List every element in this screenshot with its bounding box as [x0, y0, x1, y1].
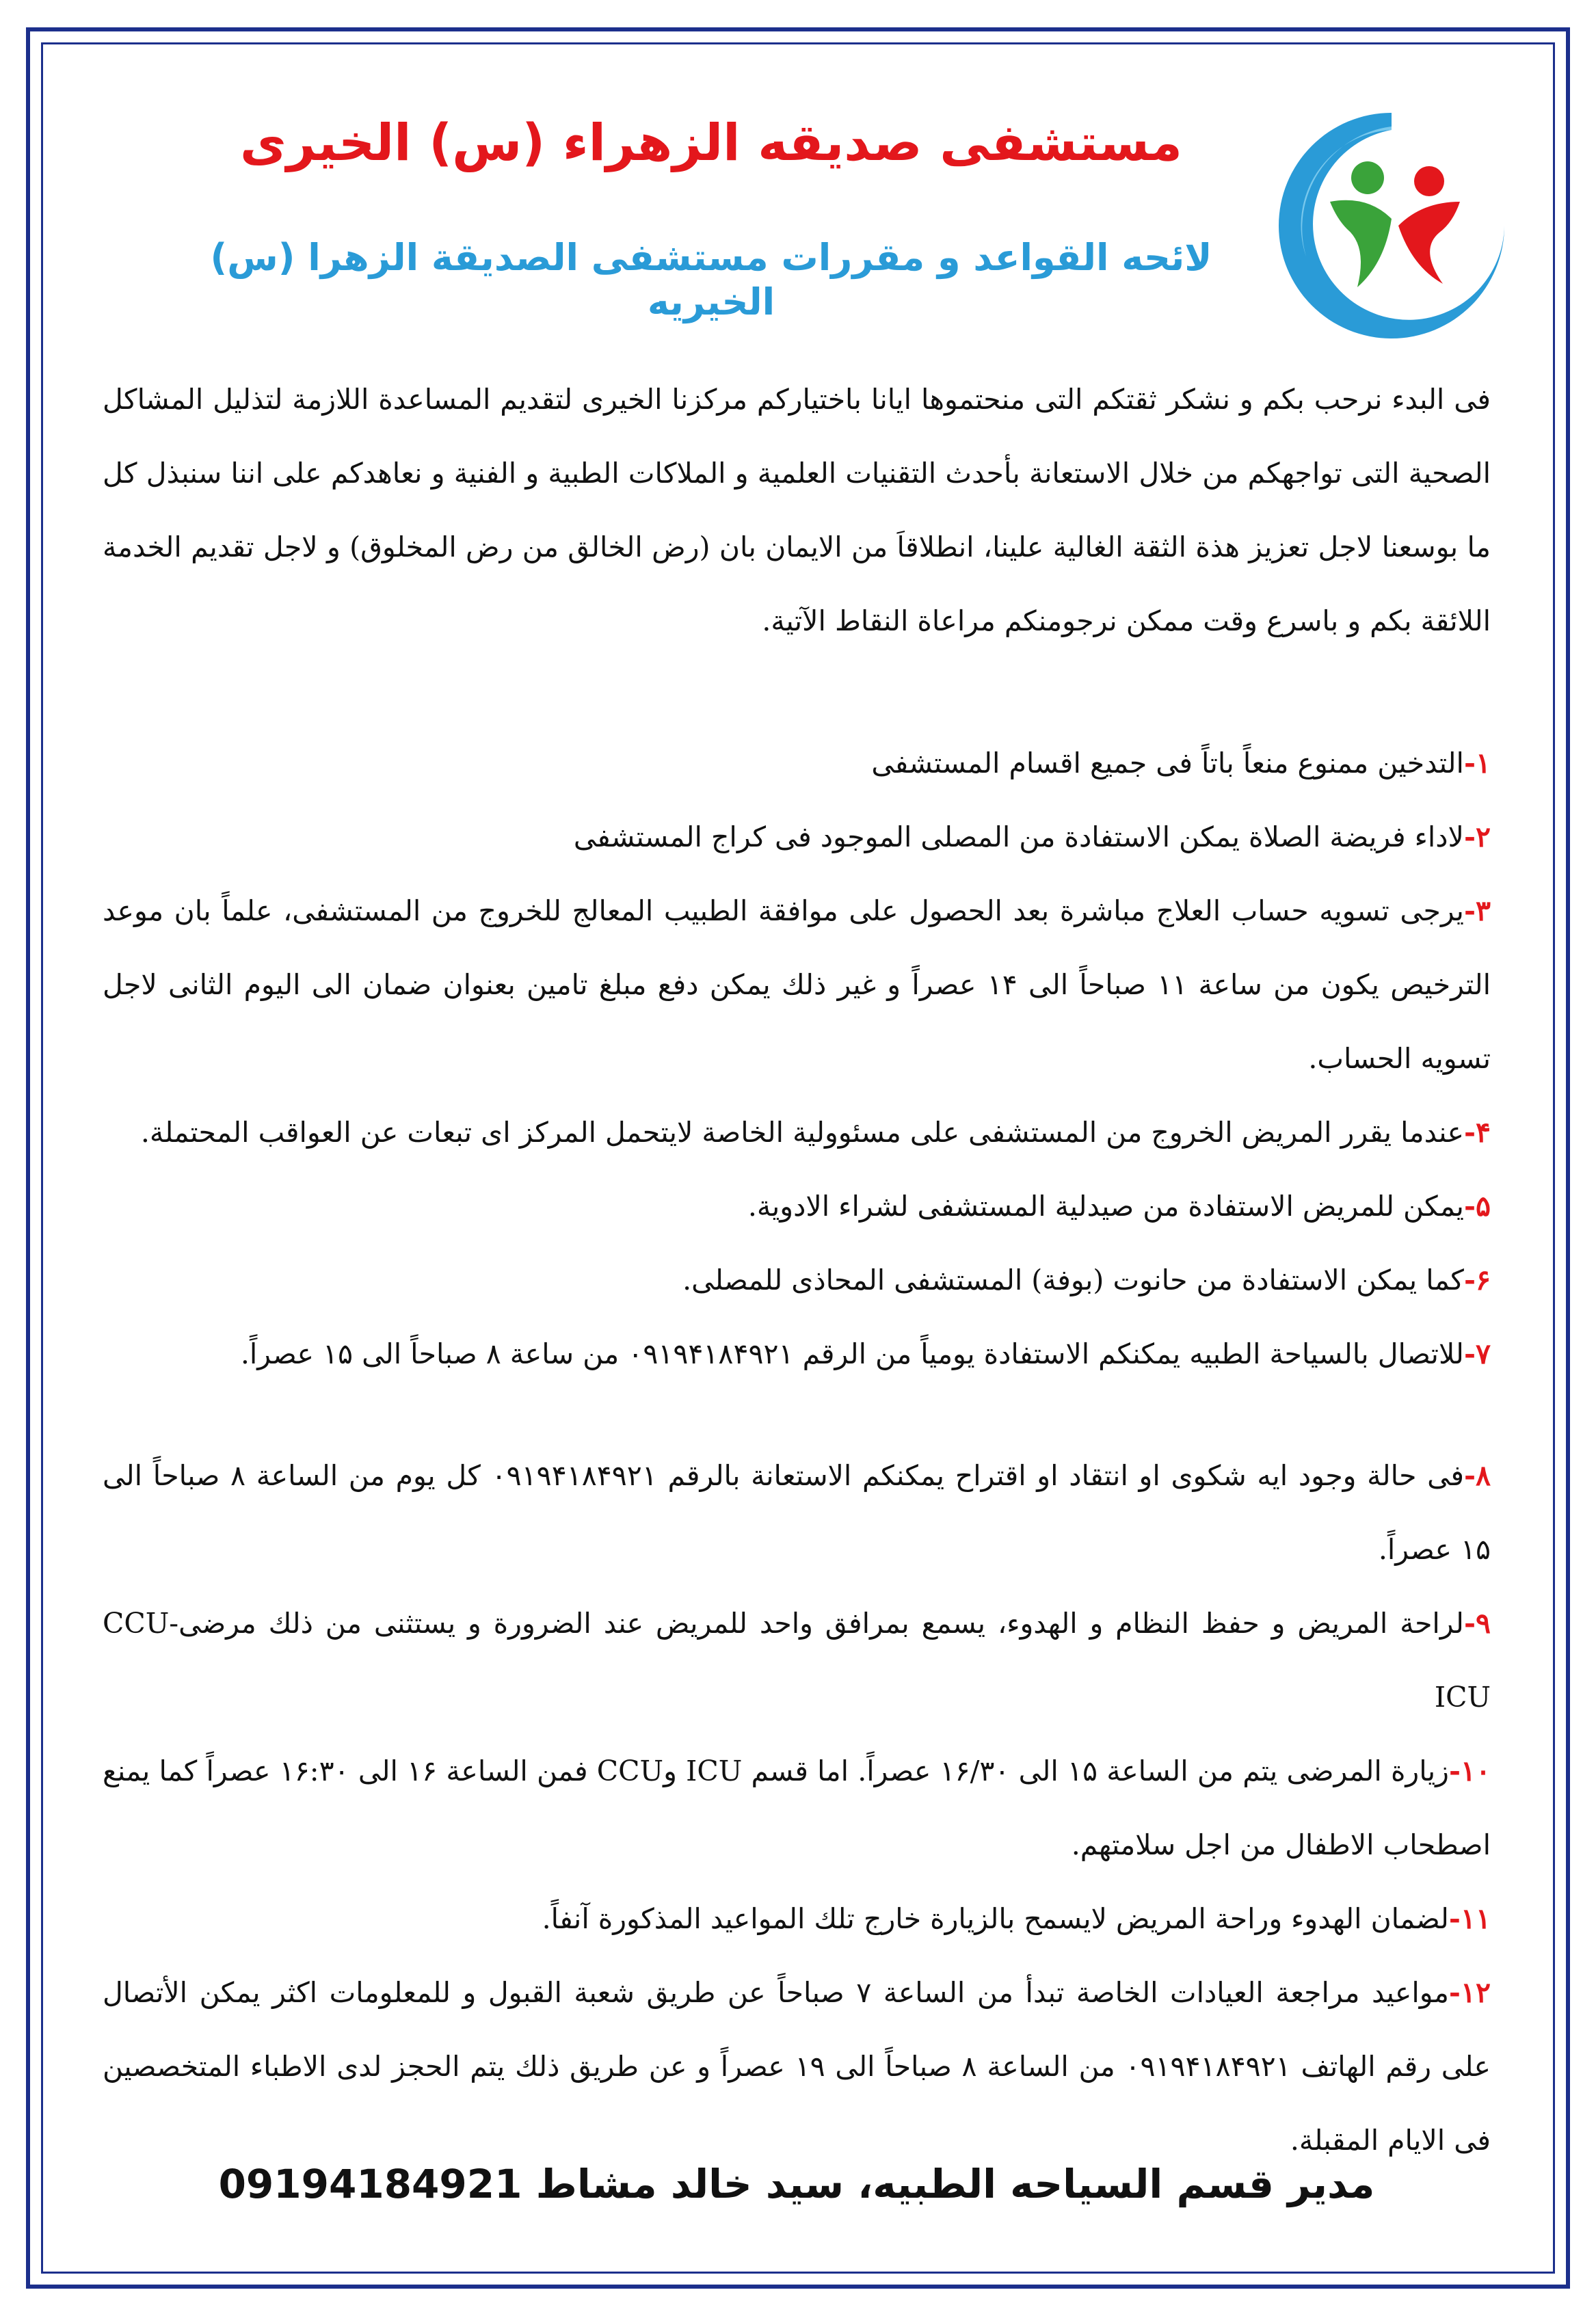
rule-item	[103, 726, 1491, 800]
rule-item	[103, 874, 1491, 1095]
rule-text: يمكن للمريض الاستفادة من صيدلية المستشفى لشراء الادوية.	[747, 1190, 1464, 1223]
rule-text: لضمان الهدوء وراحة المريض لايسمح بالزيارة خارج تلك المواعيد المذكورة آنفاً.	[542, 1902, 1449, 1935]
document-body	[103, 362, 1491, 2177]
rule-item	[103, 800, 1491, 874]
rule-item	[103, 1317, 1491, 1391]
rule-item	[103, 1586, 1491, 1734]
rule-number: ۹-	[1463, 1607, 1491, 1640]
rule-number: ۶-	[1463, 1264, 1491, 1296]
rule-text: التدخين ممنوع منعاً باتاً فى جميع اقسام المستشفى	[871, 747, 1464, 780]
signature-line: مدير قسم السياحه الطبيه، سيد خالد مشاط 09194184921	[218, 2161, 1375, 2207]
rule-number: ۲-	[1463, 821, 1491, 853]
rule-number: ۳-	[1463, 894, 1491, 927]
rule-text: لاداء فريضة الصلاة يمكن الاستفادة من المصلى الموجود فى كراج المستشفى	[573, 821, 1464, 853]
rule-text: للاتصال بالسياحة الطبيه يمكنكم الاستفادة يومياً من الرقم ۰۹۱۹۴۱۸۴۹۲۱ من ساعة ۸ صباحاً الى ۱۵ عصراً.	[240, 1337, 1464, 1370]
rule-text: كما يمكن الاستفادة من حانوت (بوفة) المستشفى المحاذى للمصلى.	[682, 1264, 1464, 1296]
rule-number: ۱۱-	[1448, 1902, 1491, 1935]
intro-paragraph: فى البدء نرحب بكم و نشكر ثقتكم التى منحتموها ايانا باختياركم مركزنا الخيرى لتقديم المساعدة اللازمة لتذليل المشاكل الصحية التى تواجهكم من خلال الاستعانة بأحدث التقنيات العلمية و الملاكات الطبية و الفنية و نعاهدكم على اننا سنبذل كل ما بوسعنا لاجل تعزيز هذة الثقة الغالية علينا، انطلاقاَ من الايمان بان (رض الخالق من رض المخلوق) و لاجل تقديم الخدمة اللائقة بكم و باسرع وقت ممكن نرجومنكم مراعاة النقاط الآتية.	[103, 383, 1491, 637]
page-title: مستشفى صديقه الزهراء (س) الخيرى	[240, 114, 1182, 172]
rule-number: ۴-	[1463, 1116, 1491, 1149]
rule-text: عندما يقرر المريض الخروج من المستشفى على مسئوولية الخاصة لايتحمل المركز اى تبعات عن العواقب المحتملة.	[140, 1116, 1464, 1149]
page-subtitle: لائحه القواعد و مقررات مستشفى الصديقة الزهرا (س) الخيريه	[210, 236, 1212, 323]
rule-text: لراحة المريض و حفظ النظام و الهدوء، يسمع بمرافق واحد للمريض عند الضرورة و يستثنى من ذلك مرضى-CCU ICU	[103, 1607, 1491, 1714]
rule-item	[103, 1734, 1491, 1882]
rules-list	[103, 726, 1491, 2177]
rule-text: يرجى تسويه حساب العلاج مباشرة بعد الحصول على موافقة الطبيب المعالج للخروج من المستشفى، علماً بان موعد الترخيص يكون من ساعة ۱۱ صباحاً الى ۱۴ عصراً و غير ذلك يمكن دفع مبلغ تامين بعنوان ضمان الى اليوم الثانى لاجل تسويه الحساب.	[103, 894, 1491, 1075]
rule-number: ۸-	[1463, 1459, 1491, 1492]
rule-item	[103, 1439, 1491, 1586]
rule-item	[103, 1243, 1491, 1317]
rule-number: ۱۰-	[1448, 1755, 1491, 1787]
rule-text: زيارة المرضى يتم من الساعة ۱۵ الى ۱۶/۳۰ عصراً. اما قسم ICU وCCU فمن الساعة ۱۶ الى ۱۶:۳۰ عصراً كما يمنع اصطحاب الاطفال من اجل سلامتهم.	[103, 1755, 1491, 1861]
rule-item	[103, 1169, 1491, 1243]
rule-item	[103, 1956, 1491, 2177]
hospital-logo-icon	[1265, 99, 1518, 352]
rule-number: ۷-	[1463, 1337, 1491, 1370]
rule-text: فى حالة وجود ايه شكوى او انتقاد او اقتراح يمكنكم الاستعانة بالرقم ۰۹۱۹۴۱۸۴۹۲۱ كل يوم من الساعة ۸ صباحاً الى ۱۵ عصراً.	[103, 1459, 1491, 1566]
rule-number: ۱۲-	[1448, 1976, 1491, 2009]
rule-item	[103, 1095, 1491, 1169]
rule-item	[103, 1882, 1491, 1956]
rule-number: ۱-	[1463, 747, 1491, 780]
rule-text: مواعيد مراجعة العيادات الخاصة تبدأ من الساعة ۷ صباحاً عن طريق شعبة القبول و للمعلومات اكثر يمكن الأتصال على رقم الهاتف ۰۹۱۹۴۱۸۴۹۲۱ من الساعة ۸ صباحاً الى ۱۹ عصراً و عن طريق ذلك يتم الحجز لدى الاطباء المتخصصين فى الايام المقبلة.	[103, 1976, 1491, 2157]
rule-number: ۵-	[1463, 1190, 1491, 1223]
